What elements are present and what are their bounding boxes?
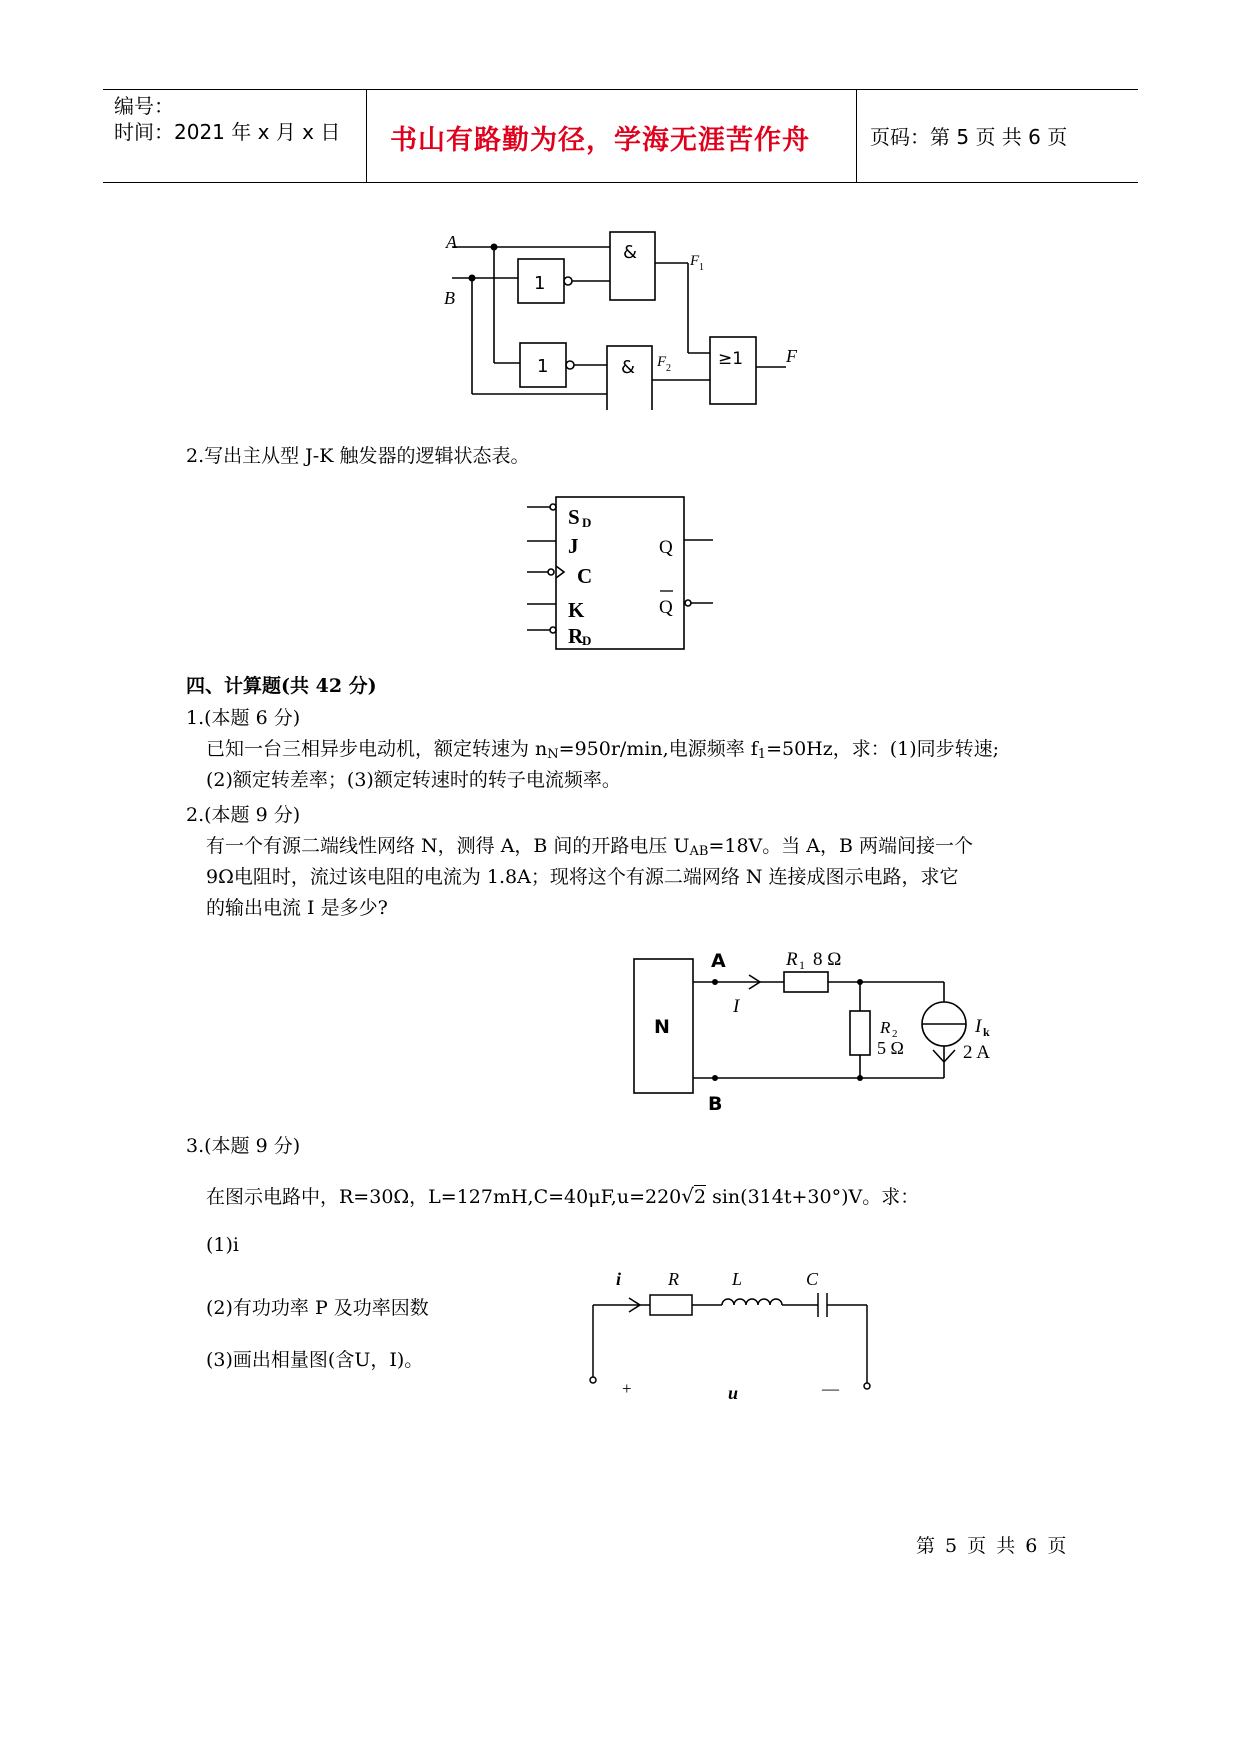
inductor-l-label: L <box>732 1269 743 1289</box>
problem-2-line-1-b: =18V。当 A，B 两端间接一个 <box>708 835 974 857</box>
sd-subscript: D <box>582 515 592 530</box>
header-divider-left <box>366 89 367 183</box>
problem-1-header: 1.(本题 6 分) <box>186 707 301 729</box>
f1-subscript: 1 <box>699 262 704 273</box>
problem-1-line-2: (2)额定转差率；(3)额定转速时的转子电流频率。 <box>206 769 621 791</box>
page-code: 页码：第 5 页 共 6 页 <box>870 125 1068 149</box>
rd-subscript: D <box>582 633 592 648</box>
problem-2-line-2: 9Ω电阻时，流过该电阻的电流为 1.8A；现将这个有源二端网络 N 连接成图示电路，求它 <box>206 866 959 888</box>
jk-flipflop-diagram <box>520 490 720 660</box>
input-b-label: B <box>444 288 455 308</box>
problem-2-sub-ab: AB <box>689 844 709 859</box>
problem-3-question-3: (3)画出相量图(含U，I)。 <box>206 1349 424 1371</box>
r2-subscript: 2 <box>892 1028 898 1040</box>
terminal-a-label: A <box>711 950 726 972</box>
input-a-label: A <box>446 232 457 252</box>
and-gate-1-label: & <box>623 242 638 263</box>
voltage-u-label: u <box>728 1383 739 1403</box>
current-i-label: i <box>616 1269 622 1289</box>
problem-2-line-1 <box>206 833 973 859</box>
ik-subscript: k <box>983 1025 990 1039</box>
problem-2-line-3: 的输出电流 I 是多少? <box>206 897 388 919</box>
header-bottom-rule <box>103 182 1138 183</box>
qbar-label: Q <box>659 597 673 618</box>
serial-label: 编号： <box>114 94 174 118</box>
r2-label: R <box>880 1018 891 1037</box>
terminal-b-label: B <box>708 1093 723 1115</box>
c-label: C <box>577 564 593 588</box>
problem-1-line-1 <box>206 736 999 762</box>
output-f-label: F <box>786 346 797 366</box>
f2-label: F <box>657 354 667 370</box>
problem-1-line-1-b: =950r/min,电源频率 f <box>558 738 758 760</box>
not-gate-1-label: 1 <box>534 273 546 294</box>
logic-gate-diagram <box>430 225 810 410</box>
problem-3-statement-b: sin(314t+30°)V。求： <box>712 1186 920 1208</box>
problem-3-question-1: (1)i <box>206 1234 239 1256</box>
problem-3-question-2: (2)有功功率 P 及功率因数 <box>206 1297 429 1319</box>
r1-value: 8 Ω <box>813 949 842 970</box>
problem-1-line-1-c: =50Hz，求：(1)同步转速; <box>766 738 1000 760</box>
problem-3-statement <box>206 1183 919 1210</box>
k-label: K <box>568 598 585 622</box>
f2-subscript: 2 <box>666 363 671 374</box>
q-label: Q <box>659 537 673 558</box>
header-top-rule <box>103 89 1138 90</box>
current-i-label: I <box>733 996 740 1017</box>
f1-label: F <box>690 253 700 269</box>
j-label: J <box>568 534 579 558</box>
question-2-text: 2.写出主从型 J-K 触发器的逻辑状态表。 <box>186 445 530 467</box>
minus-sign: — <box>822 1379 839 1398</box>
problem-1-line-1-a: 已知一台三相异步电动机，额定转速为 n <box>206 738 548 760</box>
plus-sign: + <box>622 1379 632 1398</box>
r1-label: R <box>786 949 798 970</box>
or-gate-label: ≥1 <box>718 349 744 369</box>
rd-label: R <box>568 624 584 648</box>
resistor-r-label: R <box>668 1269 679 1289</box>
problem-1-sub-1: 1 <box>757 747 767 762</box>
footer-page-number: 第 5 页 共 6 页 <box>916 1535 1067 1557</box>
r1-subscript: 1 <box>799 958 805 972</box>
problem-3-statement-a: 在图示电路中，R=30Ω，L=127mH,C=40μF,u=220 <box>206 1186 682 1208</box>
ik-label: I <box>975 1016 982 1037</box>
time-label: 时间：2021 年 x 月 x 日 <box>114 120 341 144</box>
problem-2-header: 2.(本题 9 分) <box>186 804 301 826</box>
ik-value: 2 A <box>963 1042 990 1063</box>
problem-3-header: 3.(本题 9 分) <box>186 1135 301 1157</box>
sd-label: S <box>568 505 580 529</box>
circuit-rlc-series <box>580 1255 880 1415</box>
section-4-title: 四、计算题(共 42 分) <box>186 675 377 697</box>
header-divider-right <box>856 89 857 183</box>
capacitor-c-label: C <box>806 1269 819 1289</box>
problem-2-line-1-a: 有一个有源二端线性网络 N，测得 A，B 间的开路电压 U <box>206 835 690 857</box>
sqrt-value: 2 <box>694 1186 707 1208</box>
not-gate-2-label: 1 <box>537 356 549 377</box>
header-motto: 书山有路勤为径，学海无涯苦作舟 <box>390 125 810 156</box>
and-gate-2-label: & <box>621 357 636 378</box>
circuit-network-n <box>620 935 1000 1115</box>
sqrt-symbol: √ <box>681 1184 695 1208</box>
network-n-label: N <box>654 1016 670 1038</box>
r2-value: 5 Ω <box>877 1038 904 1058</box>
problem-1-sub-n: N <box>547 747 559 762</box>
